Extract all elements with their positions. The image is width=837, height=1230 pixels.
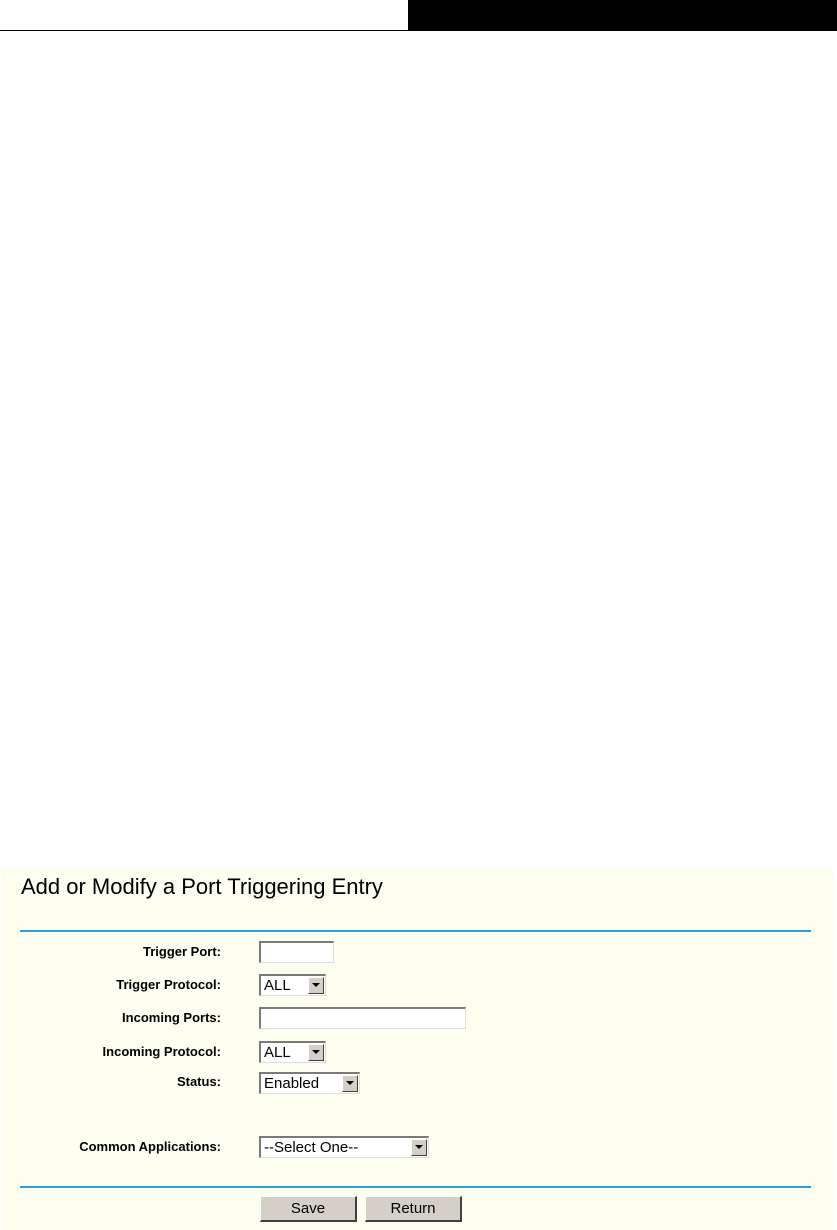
chevron-down-icon[interactable] xyxy=(342,1075,358,1092)
trigger-port-label: Trigger Port: xyxy=(142,944,221,959)
incoming-protocol-label: Incoming Protocol: xyxy=(102,1044,221,1059)
status-value: Enabled xyxy=(264,1075,320,1092)
incoming-ports-input[interactable] xyxy=(259,1007,466,1029)
incoming-protocol-select[interactable] xyxy=(259,1041,326,1063)
bottom-divider xyxy=(20,1186,811,1188)
trigger-protocol-select[interactable] xyxy=(259,974,326,996)
chevron-down-icon[interactable] xyxy=(308,977,324,994)
page-title: Add or Modify a Port Triggering Entry xyxy=(21,874,383,899)
header-rule xyxy=(0,30,837,31)
header-bar xyxy=(408,0,837,30)
chevron-down-icon[interactable] xyxy=(411,1139,427,1156)
chevron-down-icon[interactable] xyxy=(308,1044,324,1061)
trigger-protocol-value: ALL xyxy=(264,977,291,994)
status-select[interactable] xyxy=(259,1072,360,1094)
trigger-protocol-label: Trigger Protocol: xyxy=(116,977,221,992)
status-label: Status: xyxy=(176,1074,221,1089)
top-divider xyxy=(20,930,811,932)
incoming-ports-label: Incoming Ports: xyxy=(122,1010,221,1025)
return-button[interactable]: Return xyxy=(365,1196,462,1222)
common-applications-label: Common Applications: xyxy=(79,1139,221,1154)
save-button[interactable]: Save xyxy=(260,1196,357,1222)
common-applications-value: --Select One-- xyxy=(264,1139,359,1156)
incoming-protocol-value: ALL xyxy=(264,1044,291,1061)
trigger-port-input[interactable] xyxy=(259,941,334,963)
common-applications-select[interactable] xyxy=(259,1136,429,1158)
